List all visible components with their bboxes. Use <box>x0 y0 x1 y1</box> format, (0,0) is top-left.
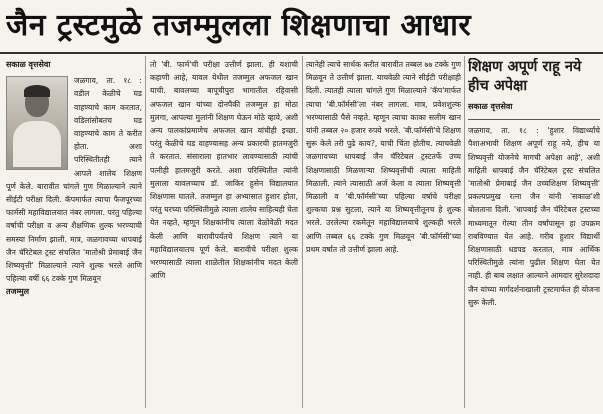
article-column-1 <box>6 58 142 408</box>
sidebar-byline: सकाळ वृत्तसेवा <box>468 102 513 111</box>
column-divider <box>302 56 303 408</box>
column-1-text: जळगाव, ता. १८ : वडील केळीचे घड वाहण्याचे काम करतात, वडिलांसोबतच घड वाहण्याचे काम ते करीत होता. अशा परिस्थितीतही त्याने आपले शालेय शिक्षण पूर्ण केले. बारावीत चांगले गुण मिळाल्याने त्याने सीईटी परीक्षा दिली. कॅपमार्फत त्याचा फैजपूरच्या फार्मसी महाविद्यालयात नंबर लागला. परंतु पहिल्या वर्षाची परीक्षा व अन्य शैक्षणिक शुल्क भरण्याची समस्या निर्माण झाली. मात्र, जळगावच्या धापबाई जैन चॅरिटेबल ट्रस्ट संचलित 'मातोश्री प्रेमाबाई जैन शिष्यवृत्ती' मिळाल्याने त्याने शुल्क भरले आणि पहिल्या वर्षी ६६ टक्के गुण मिळवून <box>6 76 142 284</box>
article-headline: जैन ट्रस्टमुळे तजम्मुलला शिक्षणाचा आधार <box>6 8 472 43</box>
photo-shirt <box>13 121 61 167</box>
column-divider <box>464 56 465 408</box>
article-byline: सकाळ वृत्तसेवा <box>6 60 51 69</box>
headline-rule <box>0 52 603 54</box>
student-photo <box>6 76 68 170</box>
column-2-text: तो 'बी. फार्म'ची परीक्षा उत्तीर्ण झाला. ही यशाची कहाणी आहे, यावल येथील तजम्मुल अफजल खान याची. बावलच्या बापूचीपुरा भागातील रहिवासी अफजल खान यांच्या दोनपैकी तजम्मुल हा मोठा मुलगा, आपल्या मुलांनी शिक्षण घेऊन मोठे व्हावे, अशी अन्य पालकांप्रमाणेच अफजल खान यांचीही इच्छा. परंतु केळीचे घड वाहण्यासह अन्य प्रकारची हातमजुरी ते करतात. संसाराला हातभार लावण्यासाठी त्यांची पत्नीही हातमजुरी करते. अशा परिस्थितीत त्यांनी मुलाला यावलच्याच डॉ. जाकिर हुसेन विद्यालयात शिक्षणास घातले. तजम्मुल हा अभ्यासात हुशार होता, परंतु घरच्या परिस्थितीमुळे त्याला शालेय साहित्यही घेता येत नव्हते, म्हणून शिक्षकांनीच त्याला वेळोवेळी मदत केली आणि बारावीपर्यंतचे शिक्षण त्याने या महाविद्यालयातच पूर्ण केले. बारावीचे परीक्षा शुल्क भरण्यासाठी त्याला शाळेतील शिक्षकांनीच मदत केली आणि <box>150 60 298 281</box>
sidebar-text: जळगाव, ता. १८ : 'हुशार विद्यार्थ्यांचे पैशाअभावी शिक्षण अपूर्ण राहू नये, हीच या शिष्यवृत्ती योजनेचे मागची अपेक्षा आहे', अशी माहिती धापबाई जैन चॅरिटेबल ट्रस्ट संचलित 'मातोश्री प्रेमाबाई जैन उच्चशिक्षण शिष्यवृत्ती' प्रकल्पप्रमुख रत्ना जैन यांनी 'सकाळ'शी बोलताना दिली. 'धापबाई जैन चॅरिटेबल ट्रस्टच्या माध्यमातून गेल्या तीन वर्षांपासून हा उपक्रम राबविण्यात येत आहे. गरीब हुशार विद्यार्थी शिक्षणासाठी धडपड करतात, मात्र आर्थिक परिस्थितीमुळे त्यांना पुढील शिक्षण घेता येत नाही. ही बाब लक्षात आल्याने आमदार सुरेशदादा जैन यांच्या मार्गदर्शनाखाली ट्रस्टमार्फत ही योजना सुरू केली. <box>468 126 600 307</box>
sidebar-article <box>468 58 600 408</box>
sidebar-header <box>468 58 600 120</box>
column-divider <box>145 56 146 408</box>
article-column-3 <box>306 58 461 408</box>
sidebar-headline: शिक्षण अपूर्ण राहू नये हीच अपेक्षा <box>468 59 582 94</box>
photo-caption: तजम्मुल <box>6 287 30 297</box>
column-3-text: त्यानेही त्याचे सार्थक करीत बारावीत तब्बल ७७ टक्के गुण मिळवून ते उत्तीर्ण झाला. याचवेळी त्याने सीईटी परीक्षाही दिली. त्यातही त्याला चांगले गुण मिळाल्याने 'कॅप'मार्फत त्याचा 'बी.फॉर्मसी'ला नंबर लागला. मात्र, प्रवेशशुल्क भरण्यासाठी पैसे नव्हते. म्हणून त्याचा काका सलीम खान यांनी तब्बल २० हजार रुपये भरले. 'बी.फॉर्मसी'चे शिक्षण सुरू केले तरी पुढे काय?, याची चिंता होतीच. त्याचवेळी जळगावच्या धापबाई जैन चॅरिटेबल ट्रस्टतर्फे उच्च शिक्षणासाठी मिळणाऱ्या शिष्यवृत्तीची त्याला माहिती मिळाली. त्याने त्यासाठी अर्ज केला व त्याला शिष्यवृत्ती मिळाली व 'बी.फॉर्मसी'च्या पहिल्या वर्षाचे परीक्षा शुल्कचा प्रश्न सुटला, त्याने या शिष्यवृत्तीतूनच हे शुल्क भरले. उरलेल्या रकमेतून महाविद्यालयाचे शुल्कही भरले आणि तब्बल ६६ टक्के गुण मिळवून 'बी.फॉर्मसी'च्या प्रथम वर्षात तो उत्तीर्ण झाला आहे. <box>306 60 461 254</box>
photo-hair <box>24 85 50 97</box>
article-column-2 <box>150 58 298 408</box>
